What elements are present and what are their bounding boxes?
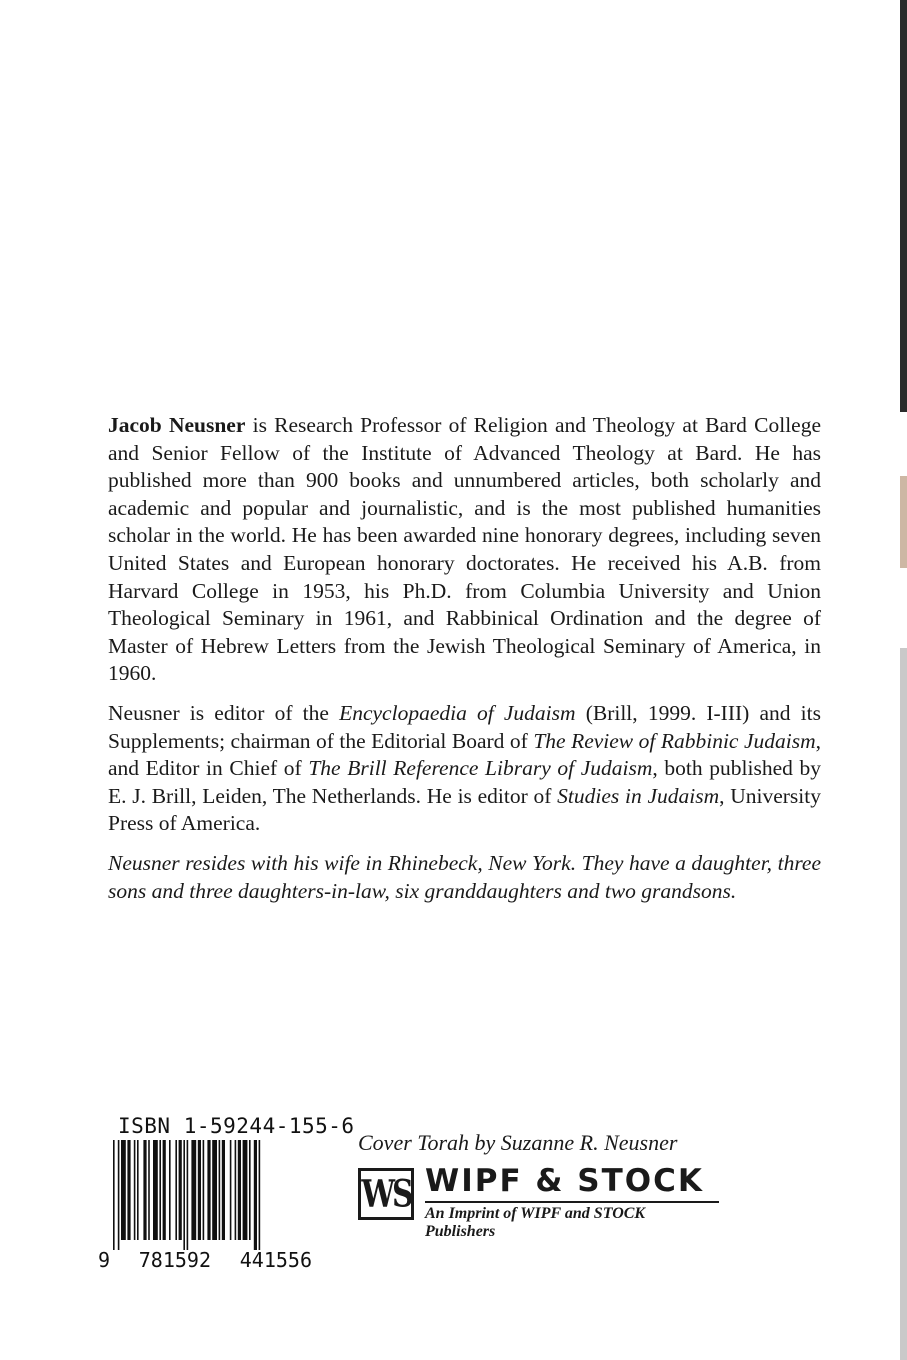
edge-bar-dark (900, 0, 907, 412)
barcode-bar (230, 1140, 232, 1240)
barcode-bar (175, 1140, 177, 1240)
barcode-bar (163, 1140, 166, 1240)
barcode-bar (159, 1140, 161, 1240)
title-review: The Review of Rabbinic Judaism (533, 728, 816, 753)
barcode-bar (153, 1140, 158, 1240)
author-bio (108, 412, 821, 917)
barcode (113, 1140, 305, 1250)
barcode-bar (212, 1140, 217, 1240)
isbn-digits-left: 781592 (138, 1248, 212, 1272)
barcode-bar (235, 1140, 237, 1240)
edge-bar-gray (900, 648, 907, 1360)
barcode-bar (134, 1140, 136, 1240)
barcode-bar (191, 1140, 196, 1240)
bio-paragraph-1 (108, 412, 821, 688)
barcode-bar (243, 1140, 248, 1240)
ws-logo (358, 1168, 414, 1220)
bio-text-1: is Research Professor of Religion and Theology at Bard College and Senior Fellow of the Institute of Advanced Theology at Bard. He has published more than 900 books and unnumbered articles, both scholarly and academic and popular and journalistic, and is the most published humanities scholar in the world. He has been awarded nine honorary degrees, including seven United States and European honorary doctorates. He received his A.B. from Harvard College in 1953, his Ph.D. from Columbia University and Union Theological Seminary in 1961, and Rabbinical Ordination and the degree of Master of Hebrew Letters from the Jewish Theological Seminary of America, in 1960. (108, 413, 822, 686)
title-encyclopaedia: Encyclopaedia of Judaism (339, 700, 576, 725)
title-studies: Studies in Judaism (557, 783, 720, 808)
cover-credit: Cover Torah by Suzanne R. Neusner (358, 1130, 678, 1155)
bio-text-2a: Neusner is editor of the (108, 700, 340, 725)
bio-text-2e: , University Press of America. (108, 783, 821, 836)
bio-paragraph-3: Neusner resides with his wife in Rhinebeck, New York. They have a daughter, three sons and three daughters-in-law, six granddaughters and two grandsons. (108, 850, 821, 903)
isbn-label: ISBN 1-59244-155-6 (118, 1114, 355, 1138)
barcode-bar (187, 1140, 189, 1250)
barcode-bar (198, 1140, 201, 1240)
barcode-bar (113, 1140, 115, 1250)
barcode-bar (222, 1140, 225, 1240)
barcode-bar (254, 1140, 257, 1250)
barcode-bar (183, 1140, 185, 1250)
barcode-bar (259, 1140, 261, 1250)
bio-text-2d: , both published by E. J. Brill, Leiden, The Netherlands. He is editor of (108, 756, 822, 808)
isbn-digits-right: 441556 (239, 1248, 312, 1272)
edge-bar-tan (900, 476, 907, 568)
bio-text-2c: , and Editor in Chief of (108, 728, 821, 781)
barcode-bar (203, 1140, 205, 1240)
bio-paragraph-2 (108, 700, 821, 838)
barcode-bar (143, 1140, 146, 1240)
barcode-bar (118, 1140, 120, 1250)
title-brill-library: The Brill Reference Library of Judaism (308, 756, 653, 781)
barcode-bar (207, 1140, 210, 1240)
barcode-bar (137, 1140, 139, 1240)
publisher-name: WIPF & STOCK (425, 1163, 704, 1199)
isbn-digit-first: 9 (98, 1248, 111, 1272)
barcode-bar (169, 1140, 171, 1240)
barcode-bar (238, 1140, 241, 1240)
barcode-bar (121, 1140, 126, 1240)
publisher-imprint: An Imprint of WIPF and STOCK Publishers (425, 1201, 719, 1241)
barcode-bar (219, 1140, 221, 1240)
bio-text-2b: (Brill, 1999. I-III) and its Supplements; chairman of the Editorial Board of (108, 700, 821, 753)
isbn-digits (98, 1248, 312, 1272)
barcode-bar (127, 1140, 130, 1240)
barcode-bar (148, 1140, 150, 1240)
ws-logo-letters: WS (361, 1172, 411, 1216)
author-name: Jacob Neusner (108, 413, 246, 437)
barcode-bar (249, 1140, 251, 1240)
barcode-bar (179, 1140, 182, 1240)
